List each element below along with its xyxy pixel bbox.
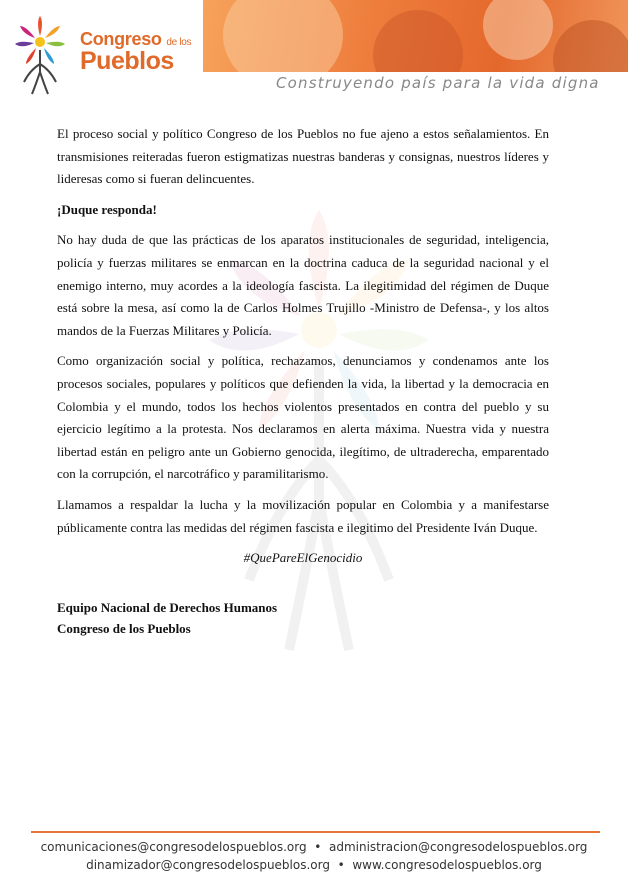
footer-line-1 (0, 838, 628, 856)
signature-line-1: Equipo Nacional de Derechos Humanos (57, 600, 278, 615)
footer-separator: • (337, 858, 345, 872)
section-heading: ¡Duque responda! (57, 201, 157, 217)
footer-divider (31, 831, 600, 833)
paragraph-2: No hay duda de que las prácticas de los aparatos institucionales de seguridad, inteligencia, policía y fuerzas militares se enmarcan en la doctrina caduca de la seguridad nacional y el enemigo interno, muy acordes a la ideología fascista. La ilegitimidad del régimen de Duque está sobre la mesa, así como la de Carlos Holmes Trujillo -Ministro de Defensa-, y los altos mandos de la Fuerzas Militares y Policía. (57, 232, 549, 338)
header-banner (203, 0, 628, 72)
paragraph-4: Llamamos a respaldar la lucha y la movilización popular en Colombia y a manifestarse públicamente contra las medidas del régimen fascista e ilegitimo del Presidente Iván Duque. (57, 496, 549, 535)
paragraph-3: Como organización social y política, rechazamos, denunciamos y condenamos ante los procesos sociales, populares y políticos que defienden la vida, la libertad y la democracia en Colombia y el mundo, todos los hechos violentos presentados en contra del pueblo y su ejercicio legítimo a la protesta. Nos declaramos en alerta máxima. Nuestra vida y nuestra libertad están en peligro ante un Gobierno genocida, ilegítimo, de ultraderecha, emparentado con la corrupción, el narcotráfico y paramilitarismo. (57, 353, 549, 482)
hashtag: #QuePareElGenocidio (243, 550, 363, 566)
logo-text-pueblos: Pueblos (80, 47, 174, 75)
footer-website-link[interactable]: www.congresodelospueblos.org (352, 858, 542, 872)
signature-line-2: Congreso de los Pueblos (57, 621, 191, 636)
tagline: Construyendo país para la vida digna (276, 74, 600, 92)
footer (0, 838, 628, 874)
footer-email-dinamizador[interactable]: dinamizador@congresodelospueblos.org (86, 858, 330, 872)
logo-word-congreso: Congreso (80, 29, 162, 49)
signature-block (57, 597, 277, 639)
footer-line-2 (0, 856, 628, 874)
document-body (57, 123, 549, 570)
footer-email-administracion[interactable]: administracion@congresodelospueblos.org (328, 840, 588, 854)
footer-email-comunicaciones[interactable]: comunicaciones@congresodelospueblos.org (40, 840, 307, 854)
footer-separator: • (314, 840, 322, 854)
tree-logo-icon (6, 10, 81, 100)
paragraph-1: El proceso social y político Congreso de los Pueblos no fue ajeno a estos señalamientos. En transmisiones reiteradas fueron estigmatizas nuestras banderas y consignas, nuestros líderes y lideresas como si fueran delincuentes. (57, 126, 549, 187)
logo-word-delos: de los (166, 37, 192, 48)
